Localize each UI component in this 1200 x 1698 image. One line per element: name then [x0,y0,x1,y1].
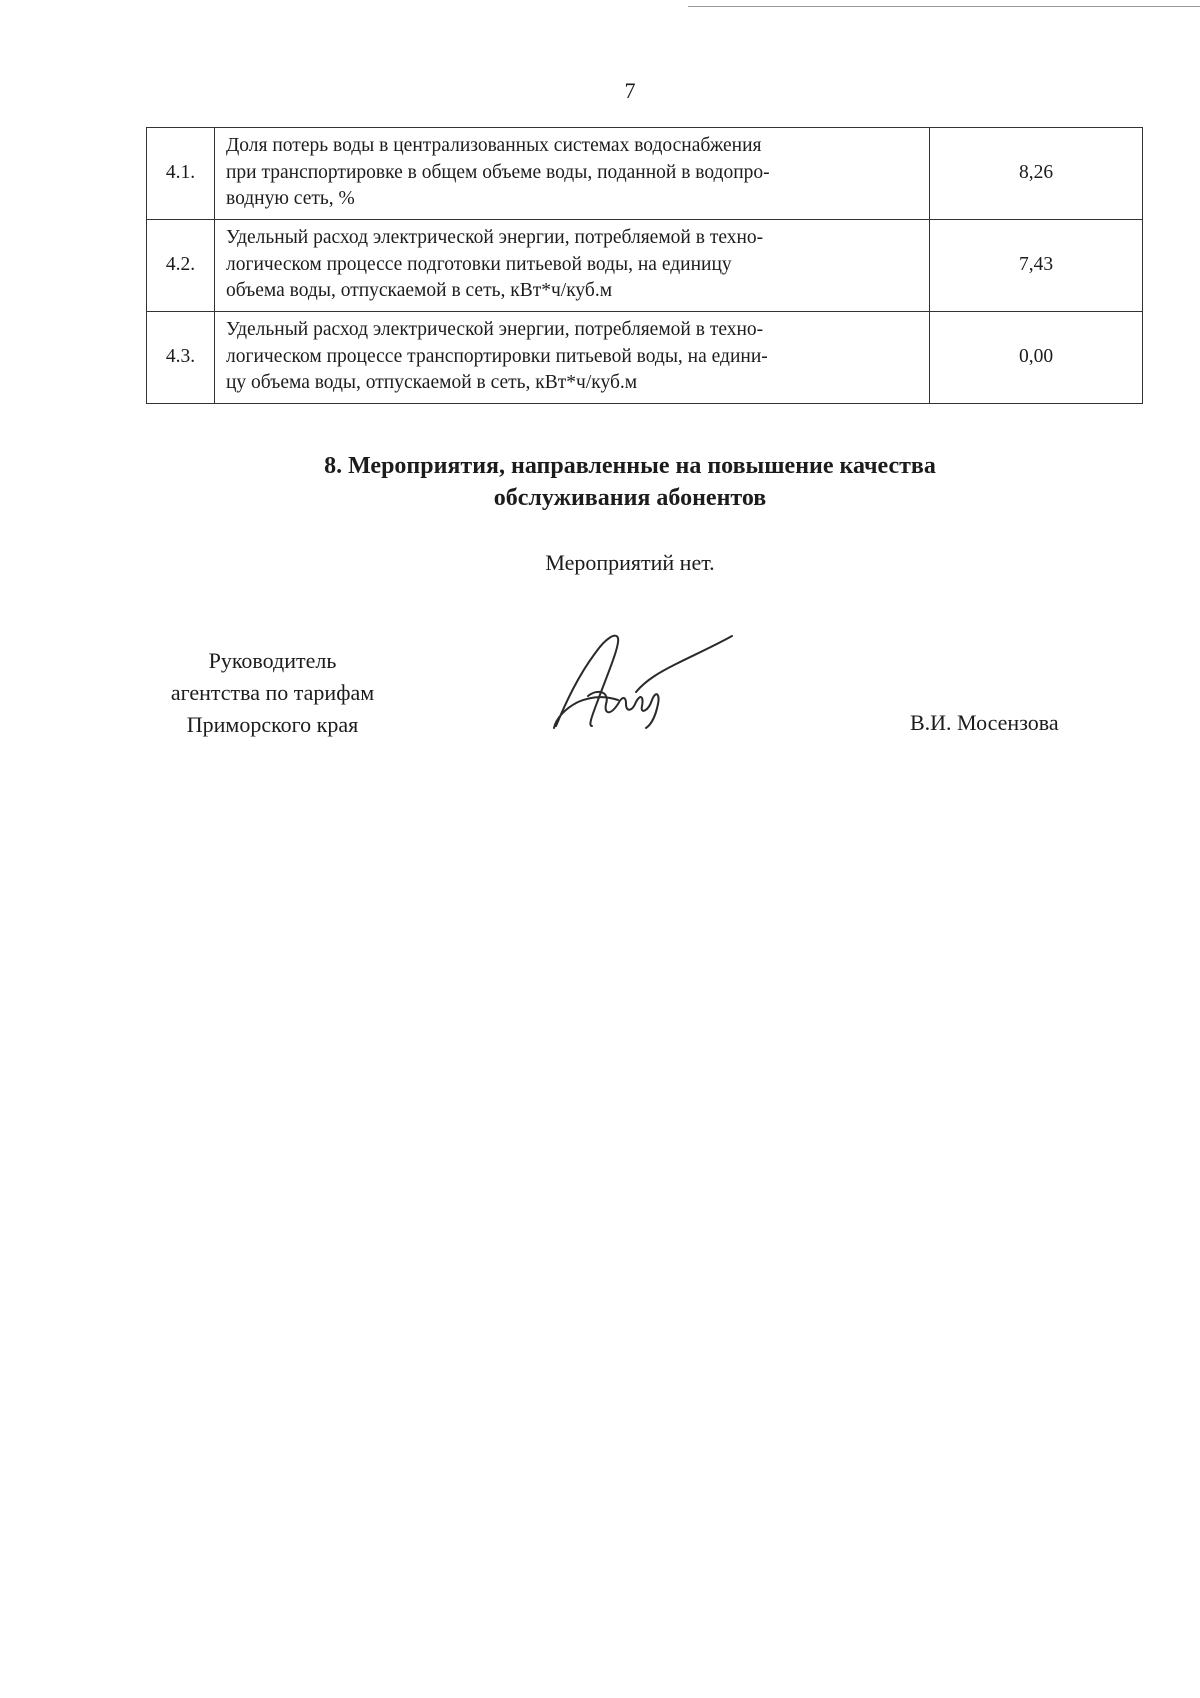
description-line: логическом процессе транспортировки питьевой воды, на едини- [226,345,768,367]
handwritten-signature [548,630,738,740]
scan-edge-line [688,6,1200,7]
row-description [215,128,930,220]
indicators-table [146,127,1143,404]
row-description [215,220,930,312]
signer-title-line: Приморского края [186,712,359,737]
signer-title [150,645,395,741]
section-heading-line: обслуживания абонентов [493,485,767,511]
description-line: при транспортировке в общем объеме воды, поданной в водопро- [226,161,770,183]
section-heading-line: 8. Мероприятия, направленные на повышение качества [324,453,936,479]
row-number: 4.1. [147,128,215,220]
section-body-text: Мероприятий нет. [545,550,715,575]
description-line: Доля потерь воды в централизованных системах водоснабжения [226,135,762,157]
description-line: логическом процессе подготовки питьевой воды, на единицу [226,253,732,275]
description-line: объема воды, отпускаемой в сеть, кВт*ч/куб.м [226,280,613,302]
row-number: 4.3. [147,312,215,404]
row-value: 0,00 [930,312,1143,404]
table-row [147,220,1143,312]
row-number: 4.2. [147,220,215,312]
signer-title-line: Руководитель [208,648,337,673]
row-description [215,312,930,404]
section-heading [200,450,1060,514]
table-row [147,312,1143,404]
row-value: 8,26 [930,128,1143,220]
signer-name: В.И. Мосензова [910,710,1059,735]
description-line: Удельный расход электрической энергии, потребляемой в техно- [226,319,764,341]
description-line: цу объема воды, отпускаемой в сеть, кВт*ч/куб.м [226,372,638,394]
description-line: Удельный расход электрической энергии, потребляемой в техно- [226,227,764,249]
table-row [147,128,1143,220]
description-line: водную сеть, % [226,188,355,210]
signer-title-line: агентства по тарифам [170,680,375,705]
row-value: 7,43 [930,220,1143,312]
page-number: 7 [624,78,636,103]
